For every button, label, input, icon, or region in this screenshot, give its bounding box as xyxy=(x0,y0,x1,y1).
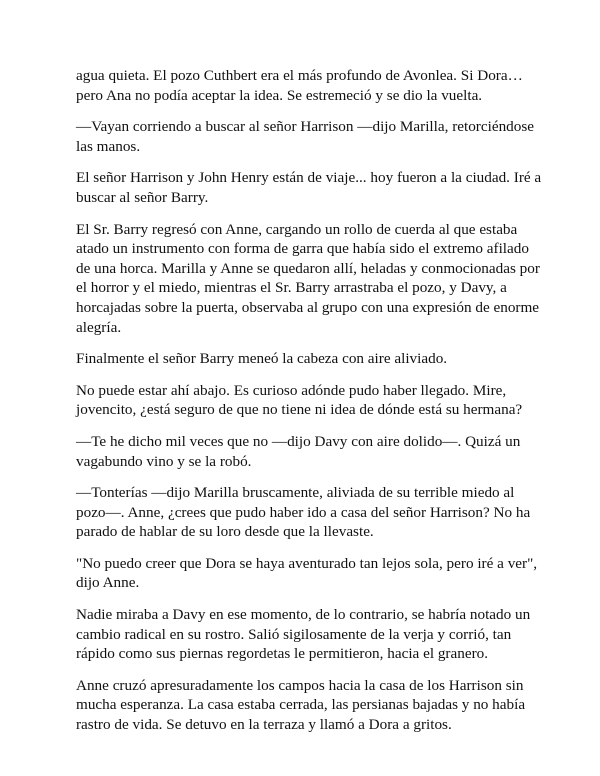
paragraph-9: "No puedo creer que Dora se haya aventurado tan lejos sola, pero iré a ver", dijo Anne. xyxy=(76,554,538,592)
body-text xyxy=(76,66,546,747)
paragraph-11: Anne cruzó apresuradamente los campos hacia la casa de los Harrison sin mucha esperanza. La casa estaba cerrada, las persianas bajadas y no había rastro de vida. Se detuvo en la terraza y llamó a Dora a gritos. xyxy=(76,676,526,734)
paragraph-10: Nadie miraba a Davy en ese momento, de lo contrario, se habría notado un cambio radical en su rostro. Salió sigilosamente de la verja y corrió, tan rápido como sus piernas regordetas le permitieron, hacia el granero. xyxy=(76,606,531,663)
paragraph-2: —Vayan corriendo a buscar al señor Harrison —dijo Marilla, retorciéndose las manos. xyxy=(76,118,534,155)
paragraph-8: —Tonterías —dijo Marilla bruscamente, aliviada de su terrible miedo al pozo—. Anne, ¿crees que pudo haber ido a casa del señor Harrison? No ha parado de hablar de su loro desde que la llevaste. xyxy=(76,484,531,541)
paragraph-1: agua quieta. El pozo Cuthbert era el más profundo de Avonlea. Si Dora… pero Ana no podía aceptar la idea. Se estremeció y se dio la vuelta. xyxy=(76,67,523,104)
paragraph-3: El señor Harrison y John Henry están de viaje... hoy fueron a la ciudad. Iré a buscar al señor Barry. xyxy=(76,169,542,206)
paragraph-5: Finalmente el señor Barry meneó la cabeza con aire aliviado. xyxy=(76,350,448,368)
paragraph-6: No puede estar ahí abajo. Es curioso adónde pudo haber llegado. Mire, jovencito, ¿está seguro de que no tiene ni idea de dónde está su hermana? xyxy=(76,381,523,419)
paragraph-7: —Te he dicho mil veces que no —dijo Davy con aire dolido—. Quizá un vagabundo vino y se la robó. xyxy=(76,432,521,470)
paragraph-4: El Sr. Barry regresó con Anne, cargando un rollo de cuerda al que estaba atado un instrumento con forma de garra que había sido el extremo afilado de una horca. Marilla y Anne se quedaron allí, heladas y conmocionadas por el horror y el miedo, mientras el Sr. Barry arrastraba el pozo, y Davy, a horcajadas sobre la puerta, observaba al grupo con una expresión de enorme alegría. xyxy=(76,220,540,336)
